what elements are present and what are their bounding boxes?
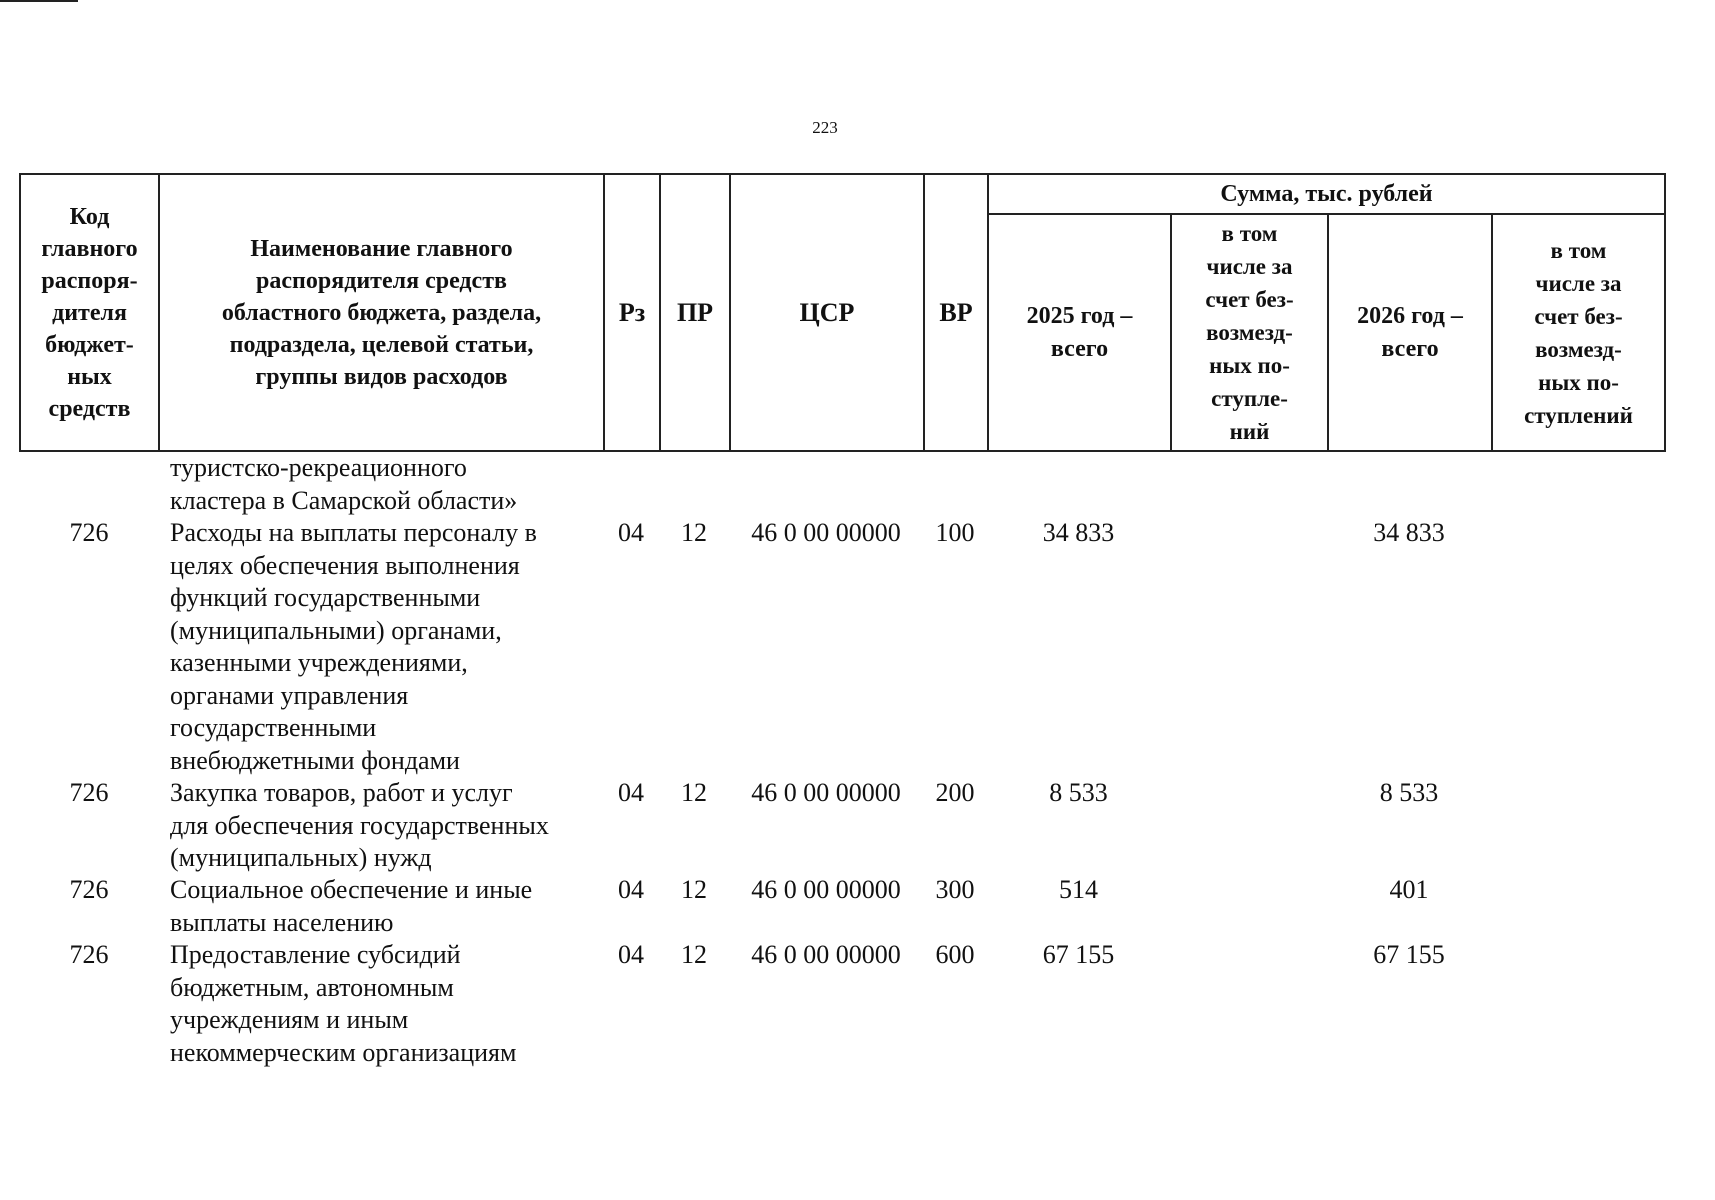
row-code: 726 <box>69 518 109 547</box>
row-pr: 12 <box>681 778 707 807</box>
budget-table-header <box>19 173 1666 452</box>
row-pr: 12 <box>681 940 707 969</box>
row-name: Расходы на выплаты персоналу в целях обеспечения выполнения функций государственными (муниципальными) органами, казенными учреждениями, органами управления государственными внебюджетными фондами <box>170 518 537 775</box>
row-rz: 04 <box>618 778 644 807</box>
row-2025-total: 514 <box>1059 875 1098 904</box>
row-2025-total: 67 155 <box>1042 940 1115 969</box>
top-rule <box>0 0 78 2</box>
row-rz: 04 <box>618 518 644 547</box>
row-csr: 46 0 00 00000 <box>751 518 901 547</box>
header-2026-gratuitous: в том числе за счет без- возмезд- ных по- ступлений <box>1492 214 1665 451</box>
continuation-name: туристско-рекреационного кластера в Самарской области» <box>170 453 518 515</box>
header-pr: ПР <box>660 174 730 451</box>
header-vr: ВР <box>924 174 988 451</box>
page-number: 223 <box>812 118 838 137</box>
row-pr: 12 <box>681 518 707 547</box>
row-name: Социальное обеспечение и иные выплаты населению <box>170 875 533 937</box>
header-sum: Сумма, тыс. рублей <box>988 174 1665 214</box>
header-name: Наименование главного распорядителя средств областного бюджета, раздела, подраздела, целевой статьи, группы видов расходов <box>159 174 604 451</box>
header-rz: Рз <box>604 174 660 451</box>
row-name: Закупка товаров, работ и услуг для обеспечения государственных (муниципальных) нужд <box>170 778 549 872</box>
row-vr: 300 <box>935 875 975 904</box>
row-code: 726 <box>69 875 109 904</box>
row-2026-total: 34 833 <box>1373 518 1445 547</box>
row-csr: 46 0 00 00000 <box>751 778 901 807</box>
header-2025-total: 2025 год – всего <box>988 214 1171 451</box>
row-code: 726 <box>69 778 109 807</box>
header-2025-gratuitous: в том числе за счет без- возмезд- ных по- ступле- ний <box>1171 214 1328 451</box>
row-vr: 200 <box>935 778 975 807</box>
row-csr: 46 0 00 00000 <box>751 940 901 969</box>
row-rz: 04 <box>618 875 644 904</box>
row-2025-total: 34 833 <box>1042 518 1115 547</box>
row-2026-total: 401 <box>1389 875 1429 904</box>
row-csr: 46 0 00 00000 <box>751 875 901 904</box>
row-vr: 600 <box>935 940 975 969</box>
row-2025-total: 8 533 <box>1049 778 1108 807</box>
row-2026-total: 8 533 <box>1379 778 1439 807</box>
row-name: Предоставление субсидий бюджетным, автономным учреждениям и иным некоммерческим организациям <box>170 940 517 1067</box>
header-csr: ЦСР <box>730 174 924 451</box>
row-rz: 04 <box>618 940 644 969</box>
header-2026-total: 2026 год – всего <box>1328 214 1492 451</box>
row-code: 726 <box>69 940 109 969</box>
header-code: Код главного распоря- дителя бюджет- ных средств <box>20 174 159 451</box>
row-pr: 12 <box>681 875 707 904</box>
row-2026-total: 67 155 <box>1373 940 1445 969</box>
row-vr: 100 <box>935 518 975 547</box>
